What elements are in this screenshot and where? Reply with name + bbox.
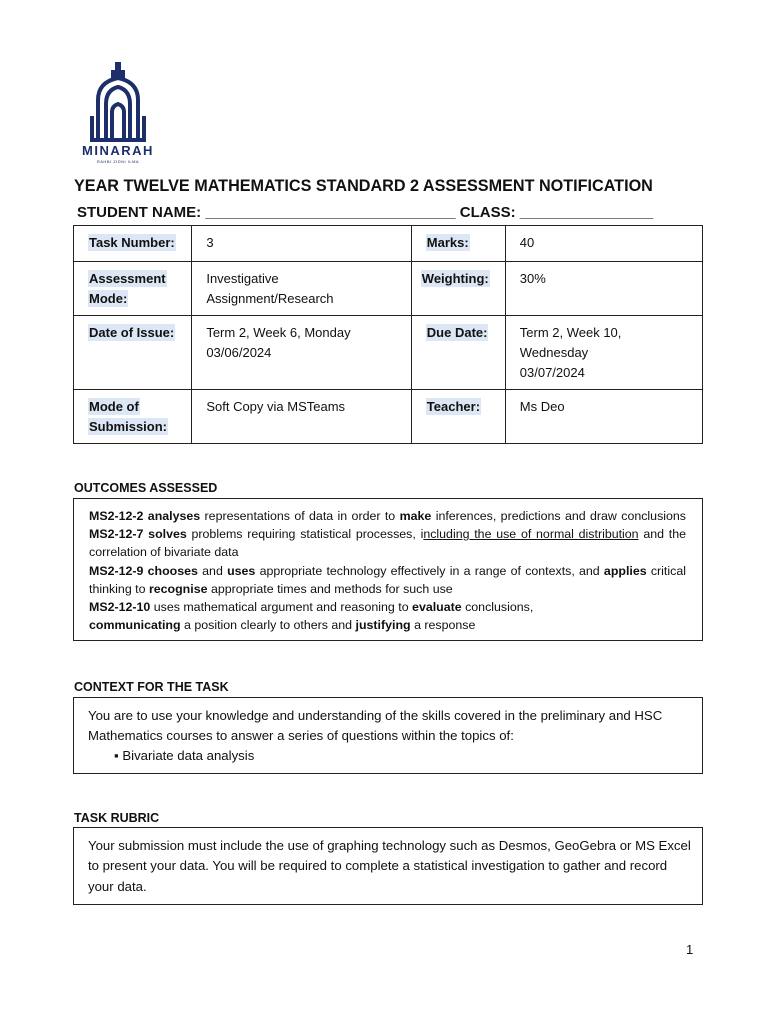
table-row: [74, 226, 703, 262]
teacher-label: Teacher:: [426, 399, 481, 414]
outcome-text: a position clearly to others and: [184, 618, 353, 633]
due-date-value-3: 03/07/2024: [519, 365, 585, 380]
weighting-value: 30%: [505, 262, 702, 316]
outcomes-box: [73, 498, 703, 641]
weighting-label: Weighting:: [421, 271, 489, 286]
assessment-mode-value-cell: [192, 262, 411, 316]
task-number-label: Task Number:: [89, 235, 175, 250]
teacher-label-cell: [411, 390, 505, 444]
assessment-mode-label-1: Assessment: [89, 271, 166, 286]
logo-tagline: RAHBI ZIDNI ILMA: [96, 159, 140, 164]
marks-label: Marks:: [426, 235, 469, 250]
page-number: 1: [686, 942, 694, 957]
outcome-text: and the correlation of bivariate data: [89, 527, 686, 560]
context-bullet: ▪ Bivariate data analysis: [114, 748, 255, 763]
outcome-verb: solves: [148, 527, 187, 542]
student-name-class-line: STUDENT NAME: ______________________________ CLASS: ________________: [77, 204, 654, 221]
outcome-text: inferences, predictions and draw conclusions: [435, 509, 687, 523]
outcome-verb: recognise: [148, 581, 208, 596]
marks-label-cell: [411, 226, 505, 262]
context-body: You are to use your knowledge and understanding of the skills covered in the preliminary and HSC Mathematics courses to answer a series of questions within the topics of:: [88, 708, 663, 743]
outcome-verb: applies: [603, 563, 647, 578]
context-heading: CONTEXT FOR THE TASK: [74, 680, 229, 694]
outcome-underlined-text: ncluding the use of normal distribution: [423, 527, 639, 542]
outcome-verb: uses: [227, 563, 256, 578]
outcome-2: [89, 562, 686, 598]
marks-value: 40: [505, 226, 702, 262]
outcome-verb: chooses: [147, 563, 198, 578]
assessment-mode-value-2: Assignment/Research: [206, 291, 334, 306]
task-number-value: 3: [192, 226, 411, 262]
outcome-text: uses mathematical argument and reasoning to: [153, 600, 409, 615]
minarah-logo: [76, 60, 160, 162]
assessment-mode-label-cell: [74, 262, 192, 316]
date-issue-label-cell: [74, 316, 192, 390]
date-issue-label: Date of Issue:: [89, 325, 175, 340]
due-date-value-1: Term 2, Week 10,: [519, 325, 622, 340]
outcome-code: MS2-12-10: [89, 600, 151, 615]
outcome-text: appropriate technology effectively in a range of contexts, and: [259, 563, 600, 578]
outcome-text: problems requiring statistical processes, i: [191, 527, 424, 542]
outcome-verb: justifying: [355, 618, 411, 633]
outcome-text: critical thinking to: [89, 563, 686, 596]
outcome-code: MS2-12-7: [89, 527, 144, 542]
teacher-value: Ms Deo: [505, 390, 702, 444]
assessment-mode-label-2: Mode:: [89, 291, 128, 306]
assessment-mode-value-1: Investigative: [206, 271, 279, 286]
task-number-label-cell: [74, 226, 192, 262]
minarah-tower-icon: [76, 60, 160, 142]
outcome-code: MS2-12-2: [89, 509, 144, 523]
rubric-body: Your submission must include the use of graphing technology such as Desmos, GeoGebra or MS Excel to present your data. You will be required to complete a statistical investigation to gather and record your data.: [88, 838, 691, 894]
date-issue-value-2: 03/06/2024: [206, 345, 272, 360]
submission-label-cell: [74, 390, 192, 444]
weighting-label-cell: [411, 262, 505, 316]
table-row: [74, 316, 703, 390]
outcome-verb: evaluate: [412, 600, 462, 615]
outcome-text: a response: [414, 618, 476, 633]
date-issue-value-1: Term 2, Week 6, Monday: [206, 325, 351, 340]
due-date-label-cell: [411, 316, 505, 390]
outcome-text: conclusions,: [465, 600, 534, 615]
outcome-code: MS2-12-9: [89, 563, 144, 578]
outcome-3: [89, 598, 686, 634]
table-row: [74, 262, 703, 316]
outcome-verb: make: [399, 509, 432, 523]
rubric-heading: TASK RUBRIC: [74, 811, 160, 825]
assessment-info-table: [73, 225, 703, 444]
outcomes-heading: OUTCOMES ASSESSED: [74, 481, 218, 495]
logo-name: MINARAH: [82, 143, 154, 158]
context-box: [73, 697, 703, 774]
outcome-verb: analyses: [147, 509, 201, 523]
outcome-text: representations of data in order to: [204, 509, 396, 523]
table-row: [74, 390, 703, 444]
submission-label-1: Mode of: [89, 399, 139, 414]
submission-value: Soft Copy via MSTeams: [192, 390, 411, 444]
date-issue-value-cell: [192, 316, 411, 390]
outcome-1: [89, 507, 686, 562]
due-date-value-cell: [505, 316, 702, 390]
due-date-value-2: Wednesday: [519, 345, 589, 360]
outcome-text: and: [202, 563, 223, 578]
due-date-label: Due Date:: [426, 325, 488, 340]
outcome-text: appropriate times and methods for such use: [210, 581, 453, 596]
submission-label-2: Submission:: [89, 419, 168, 434]
page-title: YEAR TWELVE MATHEMATICS STANDARD 2 ASSESSMENT NOTIFICATION: [74, 177, 653, 195]
outcome-verb: communicating: [89, 618, 181, 633]
rubric-box: [73, 827, 703, 905]
